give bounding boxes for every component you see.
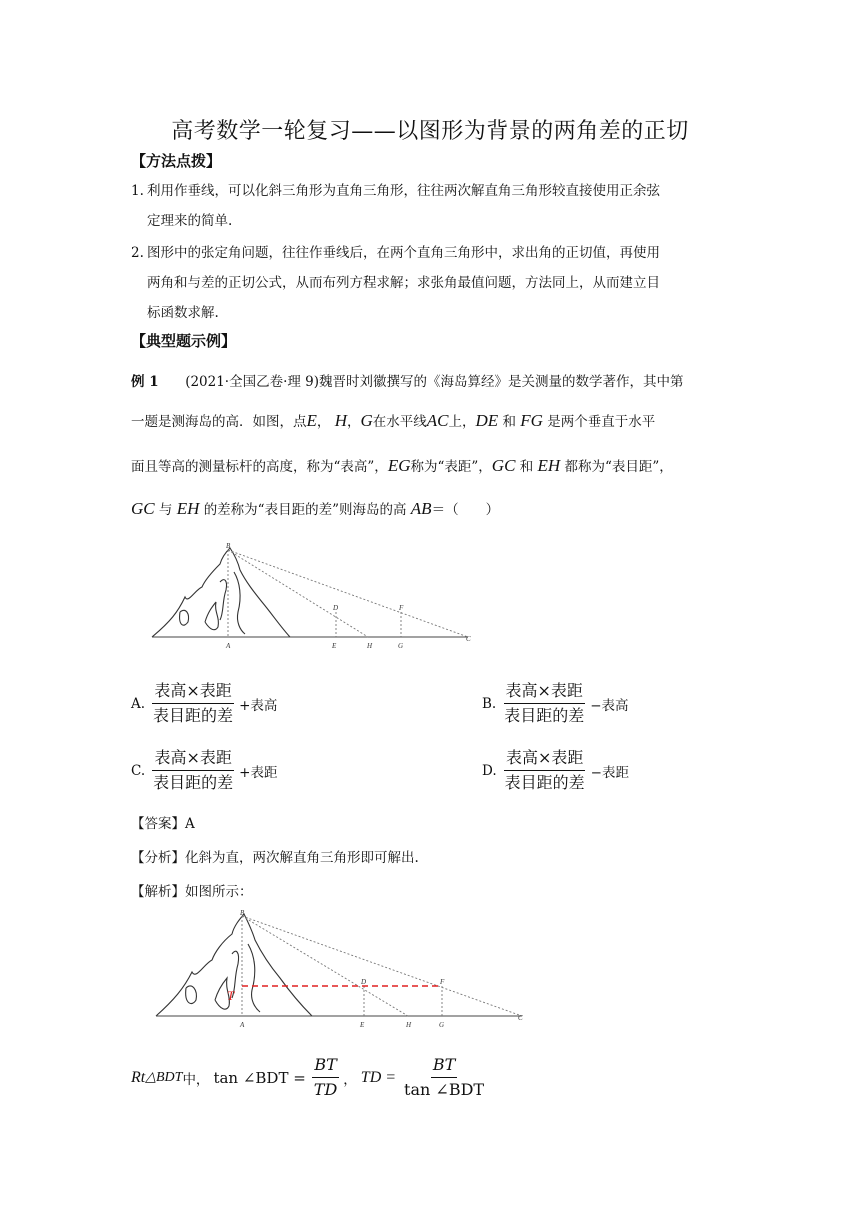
section-heading-method: 【方法点拨】 xyxy=(131,152,222,170)
fig1-label-a: A xyxy=(226,642,231,650)
fig2-label-d: D xyxy=(361,978,367,986)
example-label: 例 1 xyxy=(131,374,159,390)
option-b[interactable]: B. $\frac{\text{表高×表距}}{\text{表目距的差}}$ −表高 xyxy=(482,681,629,725)
fig1-label-h: H xyxy=(367,642,373,650)
island-figure-1 xyxy=(150,542,480,654)
analysis-line: 【分析】化斜为直，两次解直角三角形即可解出. xyxy=(131,850,419,866)
item-1-line-1: 利用作垂线，可以化斜三角形为直角三角形，往往两次解直角三角形较直接使用正余弦 xyxy=(147,183,660,199)
fig2-label-g: G xyxy=(439,1021,445,1029)
option-d[interactable]: D. $\frac{\text{表高×表距}}{\text{表目距的差}}$ −表距 xyxy=(482,748,629,792)
example-line-4: GC 与 EH 的差称为“表目距的差”则海岛的高 AB＝（ ） xyxy=(131,499,500,518)
option-a[interactable]: A. $\frac{\text{表高×表距}}{\text{表目距的差}}$ +表高 xyxy=(131,681,278,725)
fig1-label-g: G xyxy=(398,642,404,650)
fig1-label-c: C xyxy=(466,635,471,643)
item-number-2: 2. xyxy=(131,245,144,261)
fig2-label-a: A xyxy=(240,1021,245,1029)
fig1-label-e: E xyxy=(332,642,337,650)
page-title: 高考数学一轮复习——以图形为背景的两角差的正切 xyxy=(171,119,689,144)
fig2-label-e: E xyxy=(360,1021,365,1029)
section-heading-examples: 【典型题示例】 xyxy=(131,332,237,350)
item-text-1 xyxy=(147,176,732,236)
item-number-1: 1. xyxy=(131,183,144,199)
example-line-3: 面且等高的测量标杆的高度，称为“表高”，EG称为“表距”，GC 和 EH 都称为“表目距”， xyxy=(131,456,673,475)
item-text-2 xyxy=(147,238,732,328)
item-2-line-3: 标函数求解. xyxy=(147,305,219,321)
formula-line: Rt △BDT 中， tan ∠BDT = $\frac{BT}{TD}$ ， TD = $\frac{BT}{\text{tan ∠BDT}}$ xyxy=(131,1055,485,1099)
option-c[interactable]: C. $\frac{\text{表高×表距}}{\text{表目距的差}}$ +表距 xyxy=(131,748,278,792)
fig1-label-d: D xyxy=(333,604,339,612)
fig2-label-h: H xyxy=(406,1021,412,1029)
fig2-label-b: B xyxy=(240,909,245,917)
fig2-label-f: F xyxy=(440,978,445,986)
item-2-line-2: 两角和与差的正切公式，从而布列方程求解；求张角最值问题，方法同上，从而建立目 xyxy=(147,275,660,291)
fig2-label-t: T xyxy=(227,988,235,1003)
island-figure-2 xyxy=(152,908,532,1032)
solution-line: 【解析】如图所示： xyxy=(131,884,253,900)
answer-line: 【答案】A xyxy=(131,816,195,832)
example-source: (2021·全国乙卷·理 9)魏晋时刘徽撰写的《海岛算经》是关测量的数学著作，其中第 xyxy=(185,374,684,390)
fig2-label-c: C xyxy=(518,1014,523,1022)
example-line-1 xyxy=(131,370,684,390)
fig1-label-b: B xyxy=(226,542,231,550)
item-2-line-1: 图形中的张定角问题，往往作垂线后，在两个直角三角形中，求出角的正切值，再使用 xyxy=(147,245,660,261)
fig1-label-f: F xyxy=(399,604,404,612)
item-1-line-2: 定理来的简单. xyxy=(147,213,233,229)
example-line-2: 一题是测海岛的高．如图，点E， H，G在水平线AC上，DE 和 FG 是两个垂直于水平 xyxy=(131,411,656,430)
